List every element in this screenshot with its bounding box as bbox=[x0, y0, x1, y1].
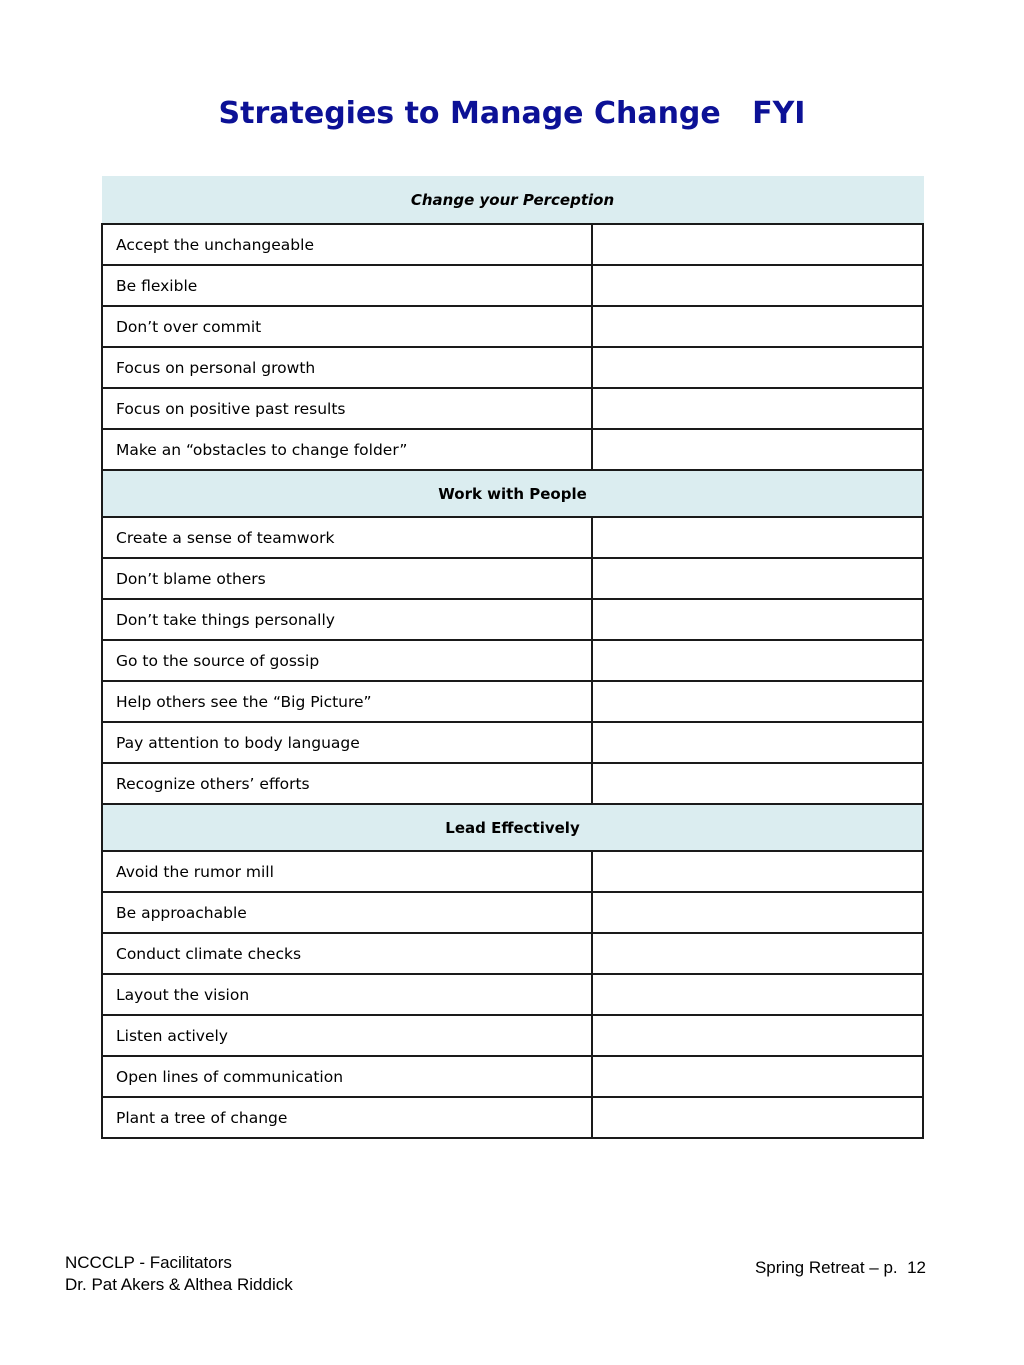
footer-org: NCCCLP - Facilitators bbox=[65, 1253, 232, 1272]
footer-page-number: Spring Retreat – p. 12 bbox=[754, 1258, 926, 1277]
notes-cell[interactable] bbox=[592, 517, 923, 558]
strategy-cell: Help others see the “Big Picture” bbox=[102, 681, 592, 722]
strategy-cell: Don’t blame others bbox=[102, 558, 592, 599]
notes-cell[interactable] bbox=[592, 1056, 923, 1097]
strategy-cell: Listen actively bbox=[102, 1015, 592, 1056]
table-row bbox=[102, 640, 923, 681]
table-row bbox=[102, 681, 923, 722]
table-row bbox=[102, 851, 923, 892]
strategy-cell: Create a sense of teamwork bbox=[102, 517, 592, 558]
section-header-row bbox=[102, 470, 923, 517]
notes-cell[interactable] bbox=[592, 933, 923, 974]
strategy-cell: Open lines of communication bbox=[102, 1056, 592, 1097]
table-row bbox=[102, 892, 923, 933]
strategy-cell: Don’t take things personally bbox=[102, 599, 592, 640]
strategy-cell: Conduct climate checks bbox=[102, 933, 592, 974]
strategy-cell: Avoid the rumor mill bbox=[102, 851, 592, 892]
footer-credits bbox=[65, 1252, 293, 1296]
notes-cell[interactable] bbox=[592, 224, 923, 265]
strategy-cell: Be flexible bbox=[102, 265, 592, 306]
table-row bbox=[102, 224, 923, 265]
strategy-cell: Plant a tree of change bbox=[102, 1097, 592, 1138]
strategy-cell: Focus on personal growth bbox=[102, 347, 592, 388]
notes-cell[interactable] bbox=[592, 1097, 923, 1138]
notes-cell[interactable] bbox=[592, 306, 923, 347]
notes-cell[interactable] bbox=[592, 974, 923, 1015]
strategy-cell: Recognize others’ efforts bbox=[102, 763, 592, 804]
strategy-cell: Layout the vision bbox=[102, 974, 592, 1015]
strategy-cell: Accept the unchangeable bbox=[102, 224, 592, 265]
table-row bbox=[102, 265, 923, 306]
table-row bbox=[102, 517, 923, 558]
page-title: Strategies to Manage Change FYI bbox=[218, 96, 806, 131]
notes-cell[interactable] bbox=[592, 722, 923, 763]
table-row bbox=[102, 974, 923, 1015]
notes-cell[interactable] bbox=[592, 640, 923, 681]
notes-cell[interactable] bbox=[592, 1015, 923, 1056]
table-row bbox=[102, 763, 923, 804]
table-row bbox=[102, 1056, 923, 1097]
table-row bbox=[102, 429, 923, 470]
table-row bbox=[102, 1015, 923, 1056]
strategy-cell: Be approachable bbox=[102, 892, 592, 933]
section-heading: Lead Effectively bbox=[102, 804, 923, 851]
notes-cell[interactable] bbox=[592, 347, 923, 388]
notes-cell[interactable] bbox=[592, 599, 923, 640]
section-header-row bbox=[102, 177, 923, 225]
strategy-cell: Make an “obstacles to change folder” bbox=[102, 429, 592, 470]
notes-cell[interactable] bbox=[592, 265, 923, 306]
table-row bbox=[102, 933, 923, 974]
notes-cell[interactable] bbox=[592, 681, 923, 722]
table-row bbox=[102, 558, 923, 599]
section-heading: Work with People bbox=[102, 470, 923, 517]
notes-cell[interactable] bbox=[592, 763, 923, 804]
strategy-cell: Don’t over commit bbox=[102, 306, 592, 347]
strategy-cell: Pay attention to body language bbox=[102, 722, 592, 763]
section-heading: Change your Perception bbox=[102, 177, 923, 225]
table-row bbox=[102, 306, 923, 347]
section-header-row bbox=[102, 804, 923, 851]
strategy-cell: Go to the source of gossip bbox=[102, 640, 592, 681]
notes-cell[interactable] bbox=[592, 429, 923, 470]
notes-cell[interactable] bbox=[592, 892, 923, 933]
table-row bbox=[102, 722, 923, 763]
notes-cell[interactable] bbox=[592, 388, 923, 429]
strategy-cell: Focus on positive past results bbox=[102, 388, 592, 429]
table-row bbox=[102, 1097, 923, 1138]
table-row bbox=[102, 388, 923, 429]
strategies-table bbox=[101, 176, 924, 1139]
notes-cell[interactable] bbox=[592, 558, 923, 599]
footer-names: Dr. Pat Akers & Althea Riddick bbox=[65, 1275, 293, 1294]
table-row bbox=[102, 347, 923, 388]
table-row bbox=[102, 599, 923, 640]
notes-cell[interactable] bbox=[592, 851, 923, 892]
